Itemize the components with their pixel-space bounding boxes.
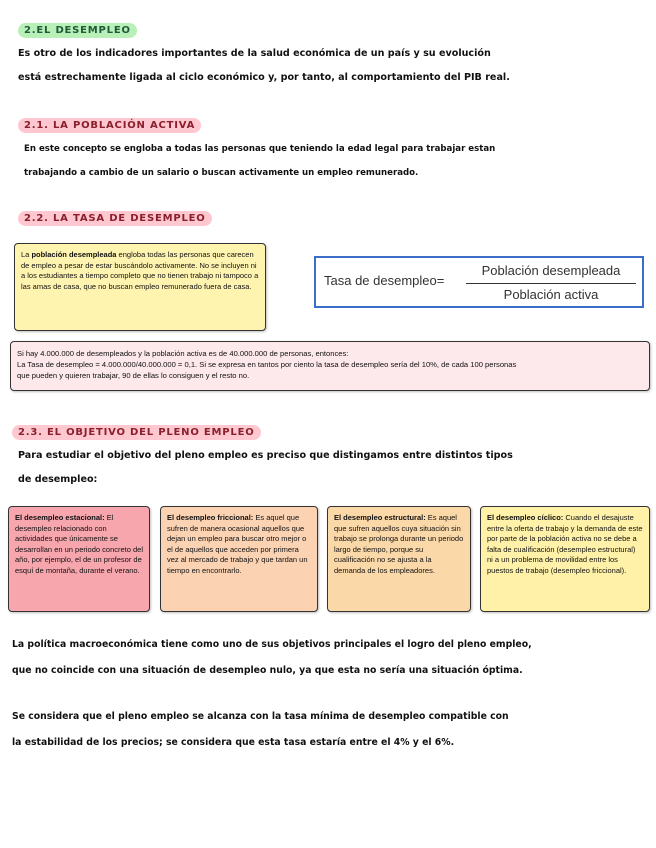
card-text: Es aquel que sufren de manera ocasional aquellos que dejan un empleo para buscar otro mejor o el de aquellos que acceden por primera vez al mercado de trabajo y que tardan un tiempo en encontrarlo. (167, 513, 308, 575)
pleno-intro-line-2: de desempleo: (18, 474, 98, 485)
section-title-poblacion-activa: 2.1. LA POBLACIÓN ACTIVA (18, 118, 201, 133)
example-line-1: Si hay 4.000.000 de desempleados y la población activa es de 40.000.000 de personas, entonces: (17, 349, 349, 358)
section-title-desempleo: 2.EL DESEMPLEO (18, 23, 137, 38)
card-text: El desempleo relacionado con actividades que únicamente se desarrollan en un periodo concreto del año, por ejemplo, el de un profesor de esquí de montaña, durante el verano. (15, 513, 144, 575)
politica-line-2: que no coincide con una situación de desempleo nulo, ya que esta no sería una situación óptima. (12, 665, 523, 676)
card-title: El desempleo friccional: (167, 513, 254, 522)
conclusion-line-2: la estabilidad de los precios; se considera que esta tasa estaría entre el 4% y el 6%. (12, 737, 455, 748)
card-text: Es aquel que sufren aquellos cuya situación sin trabajo se prolonga durante un periodo largo de tiempo, porque su cualificación no se ajusta a la demanda de los empleadores. (334, 513, 464, 575)
card-desempleo-estructural (327, 506, 471, 612)
card-desempleo-ciclico (480, 506, 650, 612)
formula-numerator: Población desempleada (481, 263, 621, 278)
poblacion-activa-paragraph (24, 137, 495, 185)
card-desempleo-friccional (160, 506, 318, 612)
definition-post: engloba todas las personas que carecen de empleo a pesar de estar buscándolo activamente. No se incluyen ni a los estudiantes a tiempo completo que no tienen trabajo ni tampoco a las amas de casa, que no buscan empleo remunerado fuera de casa. (21, 250, 259, 291)
conclusion-paragraph (12, 704, 509, 756)
intro-line-2: está estrechamente ligada al ciclo económico y, por tanto, al comportamiento del PIB real. (18, 72, 510, 83)
example-line-2: La Tasa de desempleo = 4.000.000/40.000.000 = 0,1. Si se expresa en tantos por ciento la tasa de desempleo sería del 10%, de cada 100 personas (17, 360, 517, 369)
section-title-tasa-desempleo: 2.2. LA TASA DE DESEMPLEO (18, 211, 212, 226)
example-box (10, 341, 650, 391)
poblacion-activa-line-2: trabajando a cambio de un salario o buscan activamente un empleo remunerado. (24, 168, 419, 178)
intro-line-1: Es otro de los indicadores importantes de la salud económica de un país y su evolución (18, 48, 491, 59)
formula-box (314, 256, 644, 308)
definition-pre: La (21, 250, 32, 259)
politica-paragraph (12, 632, 532, 684)
formula-lhs: Tasa de desempleo= (324, 273, 445, 288)
definition-bold: población desempleada (31, 250, 117, 259)
example-line-3: que pueden y quieren trabajar, 90 de ellas lo consiguen y el resto no. (17, 371, 250, 380)
card-title: El desempleo estacional: (15, 513, 105, 522)
conclusion-line-1: Se considera que el pleno empleo se alcanza con la tasa mínima de desempleo compatible con (12, 711, 509, 722)
definition-box (14, 243, 266, 331)
card-text: Cuando el desajuste entre la oferta de trabajo y la demanda de este por parte de la población activa no se debe a falta de cualificación (desempleo estructural) ni a un problema de movilidad entre los puestos de trabajo (desempleo friccional). (487, 513, 643, 575)
formula-denominator: Población activa (503, 287, 599, 302)
pleno-intro-line-1: Para estudiar el objetivo del pleno empleo es preciso que distingamos entre distintos tipos (18, 450, 513, 461)
poblacion-activa-line-1: En este concepto se engloba a todas las personas que teniendo la edad legal para trabajar estan (24, 144, 496, 154)
formula-fraction-bar (466, 283, 636, 284)
pleno-intro-paragraph (18, 444, 513, 492)
intro-paragraph (18, 42, 510, 90)
section-title-pleno-empleo: 2.3. EL OBJETIVO DEL PLENO EMPLEO (12, 425, 261, 440)
card-title: El desempleo cíclico: (487, 513, 564, 522)
card-title: El desempleo estructural: (334, 513, 426, 522)
politica-line-1: La política macroeconómica tiene como uno de sus objetivos principales el logro del pleno empleo, (12, 639, 532, 650)
card-desempleo-estacional (8, 506, 150, 612)
